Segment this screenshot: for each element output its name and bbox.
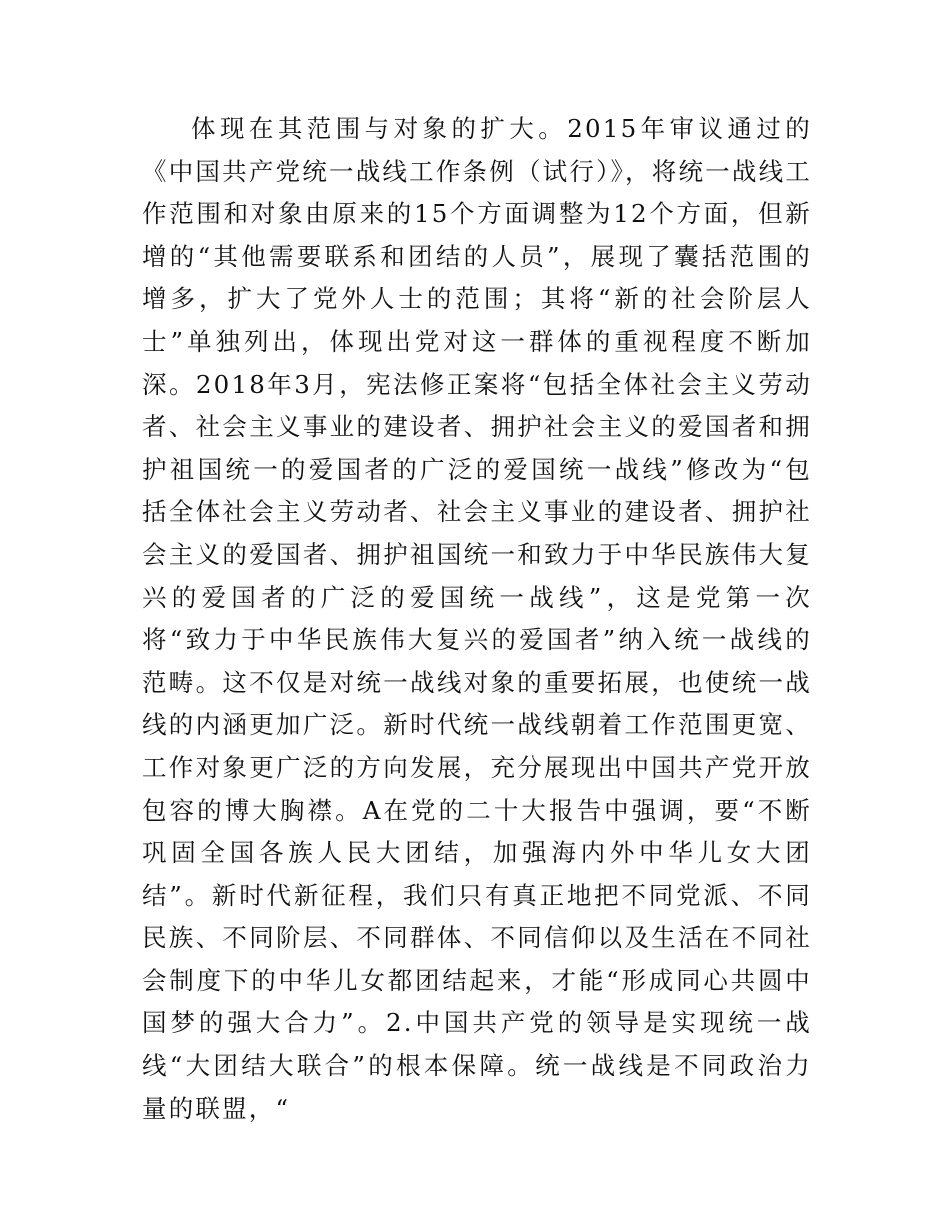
body-paragraph: 体现在其范围与对象的扩大。2015年审议通过的《中国共产党统一战线工作条例（试行）》，将统一战线工作范围和对象由原来的15个方面调整为12个方面，但新增的“其他需要联系和团结的人员”，展现了囊括范围的增多，扩大了党外人士的范围；其将“新的社会阶层人士”单独列出，体现出党对这一群体的重视程度不断加深。2018年3月，宪法修正案将“包括全体社会主义劳动者、社会主义事业的建设者、拥护社会主义的爱国者和拥护祖国统一的爱国者的广泛的爱国统一战线”修改为“包括全体社会主义劳动者、社会主义事业的建设者、拥护社会主义的爱国者、拥护祖国统一和致力于中华民族伟大复兴的爱国者的广泛的爱国统一战线”，这是党第一次将“致力于中华民族伟大复兴的爱国者”纳入统一战线的范畴。这不仅是对统一战线对象的重要拓展，也使统一战线的内涵更加广泛。新时代统一战线朝着工作范围更宽、工作对象更广泛的方向发展，充分展现出中国共产党开放包容的博大胸襟。A在党的二十大报告中强调，要“不断巩固全国各族人民大团结，加强海内外中华儿女大团结”。新时代新征程，我们只有真正地把不同党派、不同民族、不同阶层、不同群体、不同信仰以及生活在不同社会制度下的中华儿女都团结起来，才能“形成同心共圆中国梦的强大合力”。2.中国共产党的领导是实现统一战线“大团结大联合”的根本保障。统一战线是不同政治力量的联盟，“ xyxy=(142,114,812,1123)
